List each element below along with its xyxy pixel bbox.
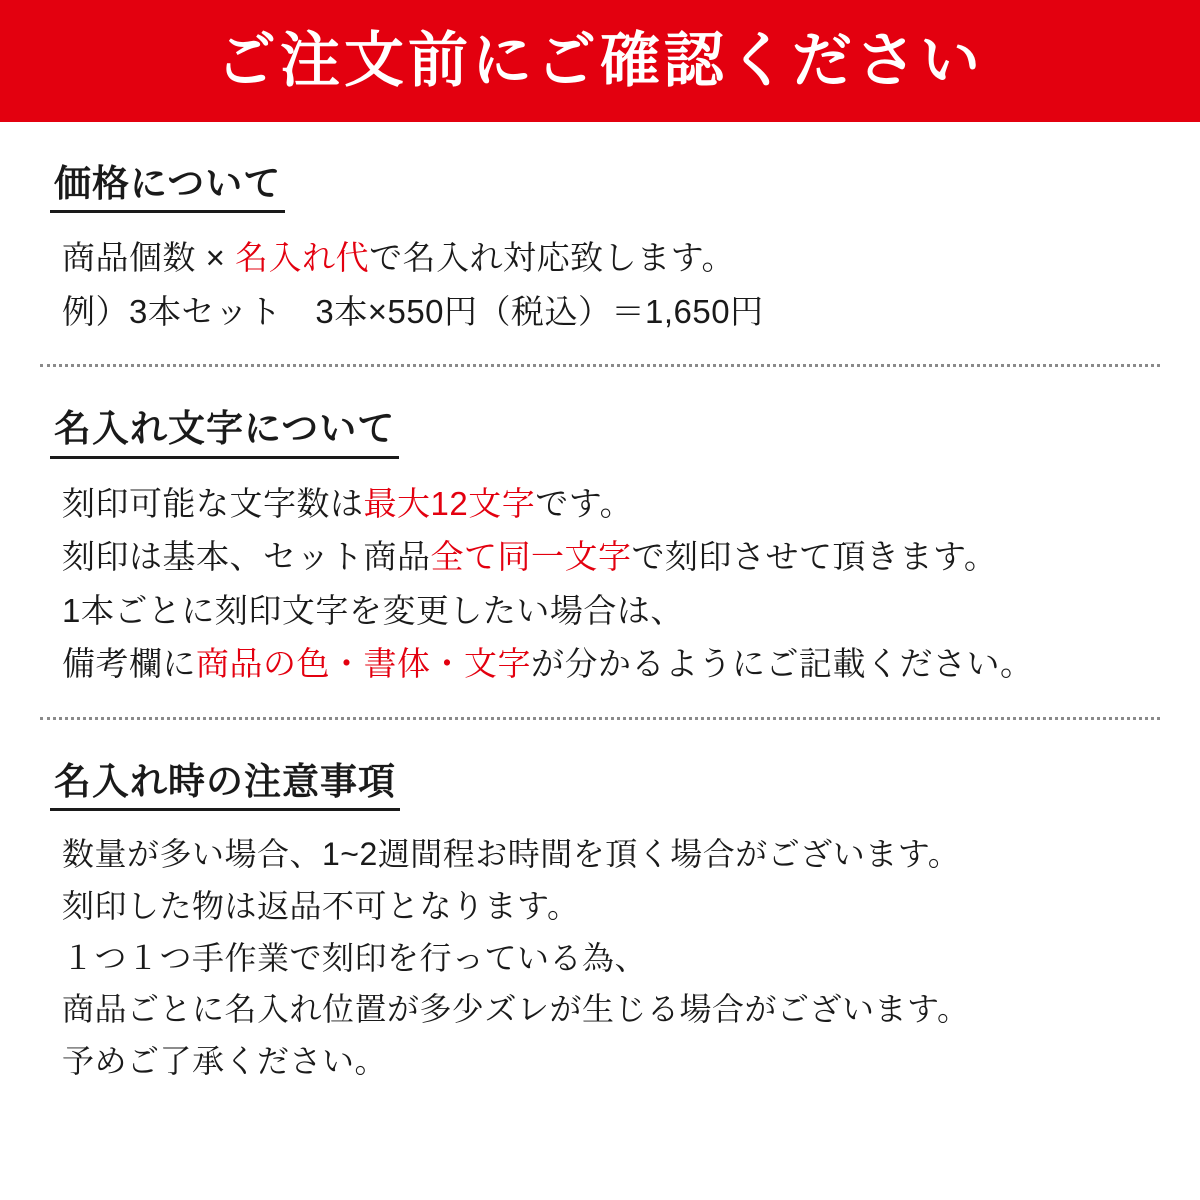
line-part-emphasis: 全て同一文字 — [430, 538, 632, 576]
section-price — [40, 122, 1160, 338]
line-part: １つ１つ手作業で刻印を行っている為、 — [62, 939, 648, 976]
section-engraving-text — [40, 367, 1160, 690]
line-part: 1本ごとに刻印文字を変更したい場合は、 — [62, 591, 684, 629]
banner-title: ご注文前にご確認ください — [216, 27, 984, 94]
section-engraving-notes-lines — [40, 829, 1160, 1088]
section-engraving-text-heading: 名入れ文字について — [50, 407, 399, 458]
text-line — [62, 933, 1160, 985]
text-line — [62, 637, 1160, 690]
line-part: 商品個数 × — [62, 239, 236, 277]
line-part: です。 — [535, 484, 634, 522]
line-part: 例）3本セット 3本×550円（税込）＝1,650円 — [62, 292, 764, 330]
line-part: 備考欄に — [62, 645, 196, 683]
line-part: 刻印した物は返品不可となります。 — [62, 887, 580, 924]
section-engraving-notes — [40, 720, 1160, 1089]
text-line — [62, 584, 1160, 637]
line-part-emphasis: 名入れ代 — [235, 239, 370, 277]
line-part: 刻印は基本、セット商品 — [62, 538, 431, 576]
text-line — [62, 1036, 1160, 1088]
section-engraving-notes-heading: 名入れ時の注意事項 — [50, 760, 400, 811]
text-line — [62, 829, 1160, 881]
text-line — [62, 477, 1160, 530]
section-price-lines — [40, 231, 1160, 338]
line-part: で刻印させて頂きます。 — [631, 538, 998, 576]
line-part: 刻印可能な文字数は — [62, 484, 364, 522]
line-part: で名入れ対応致します。 — [369, 239, 735, 277]
text-line — [62, 881, 1160, 933]
line-part: 数量が多い場合、1~2週間程お時間を頂く場合がございます。 — [62, 835, 961, 872]
text-line — [62, 231, 1160, 284]
section-price-heading: 価格について — [50, 162, 285, 213]
line-part-emphasis: 最大12文字 — [363, 484, 536, 522]
header-banner — [0, 0, 1200, 122]
text-line — [62, 285, 1160, 338]
text-line — [62, 530, 1160, 583]
line-part: が分かるようにご記載ください。 — [531, 645, 1034, 683]
line-part: 予めご了承ください。 — [62, 1043, 388, 1080]
line-part-emphasis: 商品の色・書体・文字 — [196, 645, 531, 683]
section-engraving-text-lines — [40, 477, 1160, 691]
line-part: 商品ごとに名入れ位置が多少ズレが生じる場合がございます。 — [62, 991, 970, 1028]
text-line — [62, 984, 1160, 1036]
notice-content — [0, 122, 1200, 1088]
